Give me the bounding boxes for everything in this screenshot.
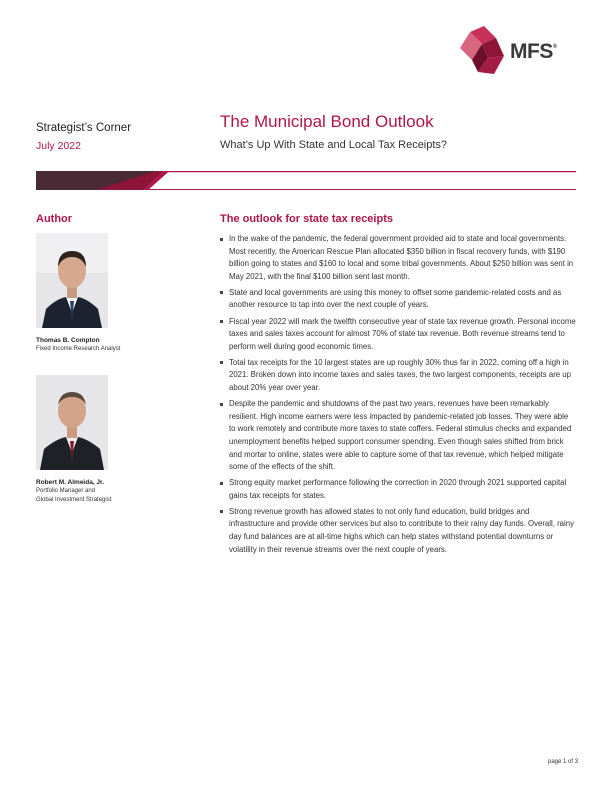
bullet-list xyxy=(220,233,576,560)
list-item: In the wake of the pandemic, the federal government provided aid to state and local governments. Most recently, the American Rescue Plan allocated $350 billion in fiscal recovery funds, with $190 billion going to states and $160 to local and some tribal governments. About $250 billion was sent in May 2021, with the final $100 billion sent last month. xyxy=(220,233,576,283)
publication-date: July 2022 xyxy=(36,140,81,152)
header-band xyxy=(36,171,576,190)
series-label: Strategist’s Corner xyxy=(36,122,132,134)
list-item: Strong revenue growth has allowed states to not only fund education, build bridges and infrastructure and provide other services but also to contribute to their rainy day funds. Overall, rainy day fund balances are at all-time highs which can help states withstand potential downturns or volatility in their revenue streams over the next couple of years. xyxy=(220,506,576,556)
bullet-icon xyxy=(220,238,223,241)
bullet-icon xyxy=(220,482,223,485)
bullet-icon xyxy=(220,320,223,323)
author-role: Portfolio Manager and Global Investment Strategist xyxy=(36,488,112,503)
author-role: Fixed Income Research Analyst xyxy=(36,346,121,352)
mfs-logo-mark-icon xyxy=(458,26,508,78)
author-photo-almeida xyxy=(36,375,108,470)
page-subtitle: What’s Up With State and Local Tax Receipts? xyxy=(220,139,448,151)
bullet-icon xyxy=(220,510,223,513)
page-title: The Municipal Bond Outlook xyxy=(220,112,434,131)
bullet-icon xyxy=(220,361,223,364)
bullet-icon xyxy=(220,291,223,294)
section-heading: The outlook for state tax receipts xyxy=(220,213,393,225)
list-item: Fiscal year 2022 will mark the twelfth consecutive year of state tax revenue growth. Personal income taxes and sales taxes account for almost 70% of state tax revenue. Both revenue streams tend to perform well during good economic times. xyxy=(220,316,576,354)
logo-text: MFS® xyxy=(510,40,557,63)
mfs-logo xyxy=(458,26,578,78)
author-heading: Author xyxy=(36,213,73,225)
page-number: page 1 of 3 xyxy=(548,759,579,765)
list-item: Despite the pandemic and shutdowns of the past two years, revenues have been remarkably resilient. High income earners were less impacted by pandemic-related job losses. They were able to work remotely and contribute more taxes to state coffers. Federal stimulus checks and expanded unemployment benefits helped support consumer spending. Even though sales shifted from brick and mortar to online, states were able to capture some of that tax revenue, which helped mitigate some of the effects of the shift. xyxy=(220,398,576,474)
list-item: State and local governments are using this money to offset some pandemic-related costs and as another resource to tap into over the next couple of years. xyxy=(220,287,576,312)
list-item: Strong equity market performance following the correction in 2020 through 2021 supported capital gains tax receipts for states. xyxy=(220,477,576,502)
author-photo-compton xyxy=(36,233,108,328)
list-item: Total tax receipts for the 10 largest states are up roughly 30% thus far in 2022, coming off a high in 2021. Broken down into income taxes and sales taxes, the two largest components, receipts are up about 20% year over year. xyxy=(220,357,576,395)
author-name: Robert M. Almeida, Jr. xyxy=(36,479,105,486)
author-name: Thomas B. Compton xyxy=(36,337,100,344)
bullet-icon xyxy=(220,403,223,406)
